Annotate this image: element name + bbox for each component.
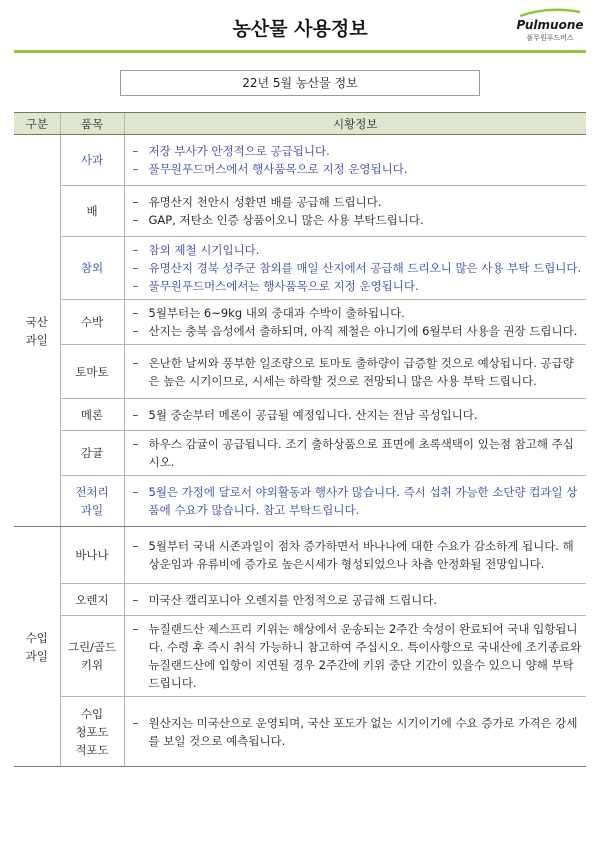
table-row: [14, 237, 586, 300]
market-info-cell: [124, 186, 586, 237]
info-line: [129, 160, 583, 178]
item-cell: [60, 697, 124, 767]
info-line: [129, 591, 583, 609]
item-cell: [60, 476, 124, 527]
item-name: 키위: [80, 658, 104, 672]
table-header-row: [14, 113, 586, 135]
info-line: [129, 714, 583, 750]
item-name: 감귤: [80, 446, 104, 460]
info-line: [129, 304, 583, 322]
bullet-dash-icon: –: [132, 195, 139, 209]
pulmuone-logo: [514, 12, 586, 43]
report-subtitle: 22년 5월 농산물 정보: [120, 70, 480, 96]
market-info-cell: [124, 135, 586, 186]
bullet-dash-icon: –: [132, 485, 139, 499]
category-cell: [14, 527, 60, 767]
bullet-dash-icon: –: [132, 437, 139, 451]
table-row: [14, 431, 586, 476]
table-row: [14, 527, 586, 584]
info-line: [129, 241, 583, 259]
item-cell: [60, 345, 124, 399]
category-label: 국산: [25, 314, 48, 329]
info-text: 참외 제철 시기입니다.: [148, 243, 260, 257]
info-line: [129, 537, 583, 573]
bullet-dash-icon: –: [132, 355, 139, 370]
category-label: 과일: [25, 648, 48, 663]
item-cell: [60, 300, 124, 345]
item-name: 수입: [80, 706, 104, 721]
info-line: [129, 277, 583, 295]
table-row: [14, 476, 586, 527]
item-name: 토마토: [75, 364, 109, 379]
bullet-dash-icon: –: [132, 243, 139, 257]
item-name: 바나나: [75, 548, 109, 562]
table-row: [14, 616, 586, 697]
category-label: 수입: [25, 630, 48, 645]
info-text: 원산지는 미국산으로 운영되며, 국산 포도가 없는 시기이기에 수요 증가로 가격은 강세를 보일 것으로 예측됩니다.: [148, 715, 578, 748]
item-cell: [60, 186, 124, 237]
table-row: [14, 345, 586, 399]
bullet-dash-icon: –: [132, 592, 139, 607]
info-line: [129, 483, 583, 519]
item-name: 과일: [80, 503, 104, 517]
category-cell: [14, 135, 60, 527]
info-text: 5월은 가정에 달로서 야외활동과 행사가 많습니다. 즉시 섭취 가능한 소단량 컵과일 상품에 수요가 많습니다. 참고 부탁드립니다.: [148, 485, 578, 517]
table-row: [14, 135, 586, 186]
info-text: 5월부터는 6~9kg 내외 중대과 수박이 출하됩니다.: [148, 306, 405, 320]
table-row: [14, 697, 586, 767]
item-name: 그린/골드: [67, 640, 117, 654]
leaf-swoosh-icon: [518, 8, 582, 18]
item-name: 적포도: [75, 742, 109, 757]
bullet-dash-icon: –: [132, 407, 139, 422]
item-name: 메론: [80, 407, 104, 422]
info-line: [129, 406, 583, 424]
logo-subtitle: 풀무원푸드머스: [526, 34, 574, 42]
info-line: [129, 322, 583, 340]
bullet-dash-icon: –: [132, 261, 139, 275]
category-label: 과일: [25, 332, 48, 347]
bullet-dash-icon: –: [132, 539, 139, 553]
info-line: [129, 354, 583, 390]
table-row: [14, 584, 586, 616]
bullet-dash-icon: –: [132, 144, 139, 158]
item-name: 오렌지: [75, 592, 109, 607]
info-text: 하우스 감귤이 공급됩니다. 조기 출하상품으로 표면에 초록색택이 있는점 참고해 주십시오.: [148, 437, 574, 469]
item-cell: [60, 616, 124, 697]
info-line: [129, 259, 583, 277]
info-text: 뉴질랜드산 제스프리 키위는 해상에서 운송되는 2주간 숙성이 완료되어 국내 입항됩니다. 수령 후 즉시 취식 가능하니 참고하여 주십시오. 특이사항으로 국내산에 조기종료와 뉴질랜드산에 입항이 지연될 경우 2주간에 키위 중단 기간이 있을수 있으니 양해 부탁드립니다.: [148, 622, 582, 690]
info-text: 풀무원푸드머스에서 행사품목으로 지정 운영됩니다.: [148, 162, 408, 176]
logo-name: Pulmuone: [516, 18, 584, 32]
info-text: 유명산지 경북 성주군 참외를 매일 산지에서 공급해 드리오니 많은 사용 부탁 드립니다.: [148, 261, 582, 275]
page-title: 농산물 사용정보: [232, 18, 368, 40]
page-header: [0, 0, 600, 50]
info-line: [129, 620, 583, 692]
table-row: [14, 399, 586, 431]
info-text: 산지는 충북 음성에서 출하되며, 아직 제철은 아니기에 6월부터 사용을 권장 드립니다.: [148, 324, 578, 338]
item-name: 수박: [80, 315, 104, 329]
item-name: 청포도: [75, 724, 109, 739]
item-cell: [60, 527, 124, 584]
bullet-dash-icon: –: [132, 324, 139, 338]
item-cell: [60, 135, 124, 186]
bullet-dash-icon: –: [132, 279, 139, 293]
info-line: [129, 142, 583, 160]
info-line: [129, 211, 583, 229]
market-info-cell: [124, 431, 586, 476]
item-name: 전처리: [75, 485, 109, 499]
info-line: [129, 435, 583, 471]
info-text: GAP, 저탄소 인증 상품이오니 많은 사용 부탁드립니다.: [148, 213, 424, 227]
info-text: 온난한 날씨와 풍부한 일조량으로 토마토 출하량이 급증할 것으로 예상됩니다. 공급량은 높은 시기이므로, 시세는 하락할 것으로 전망되니 많은 사용 부탁 드립니다.: [148, 355, 574, 388]
table-row: [14, 186, 586, 237]
info-text: 저장 부사가 안정적으로 공급됩니다.: [148, 144, 330, 158]
info-text: 유명산지 천안시 성환면 배를 공급해 드립니다.: [148, 195, 382, 209]
info-text: 5월 중순부터 메론이 공급될 예정입니다. 산지는 전남 곡성입니다.: [148, 407, 478, 422]
item-name: 참외: [80, 261, 104, 275]
item-name: 사과: [80, 153, 104, 167]
info-text: 미국산 캘리포니아 오렌지를 안정적으로 공급해 드립니다.: [148, 592, 438, 607]
produce-info-table: [14, 112, 586, 767]
item-cell: [60, 237, 124, 300]
market-info-cell: [124, 697, 586, 767]
market-info-cell: [124, 527, 586, 584]
market-info-cell: [124, 584, 586, 616]
item-cell: [60, 399, 124, 431]
header-divider: [14, 50, 586, 53]
column-header-market-info: 시황정보: [124, 113, 586, 135]
info-text: 5월부터 국내 시존과일이 점차 증가하면서 바나나에 대한 수요가 감소하게 됩니다. 해상운임과 유류비에 증가로 높은시세가 형성되었으나 차츰 안정화될 전망입니다.: [148, 539, 574, 571]
item-cell: [60, 431, 124, 476]
market-info-cell: [124, 237, 586, 300]
item-cell: [60, 584, 124, 616]
market-info-cell: [124, 616, 586, 697]
column-header-item: 품목: [60, 113, 124, 135]
bullet-dash-icon: –: [132, 306, 139, 320]
bullet-dash-icon: –: [132, 213, 139, 227]
market-info-cell: [124, 300, 586, 345]
bullet-dash-icon: –: [132, 162, 139, 176]
market-info-cell: [124, 345, 586, 399]
info-line: [129, 193, 583, 211]
market-info-cell: [124, 399, 586, 431]
info-text: 풀무원푸드머스에서는 행사품목으로 지정 운영됩니다.: [148, 279, 419, 293]
item-name: 배: [86, 204, 98, 218]
market-info-cell: [124, 476, 586, 527]
column-header-category: 구분: [14, 113, 60, 135]
bullet-dash-icon: –: [132, 715, 139, 730]
bullet-dash-icon: –: [132, 622, 139, 636]
table-row: [14, 300, 586, 345]
